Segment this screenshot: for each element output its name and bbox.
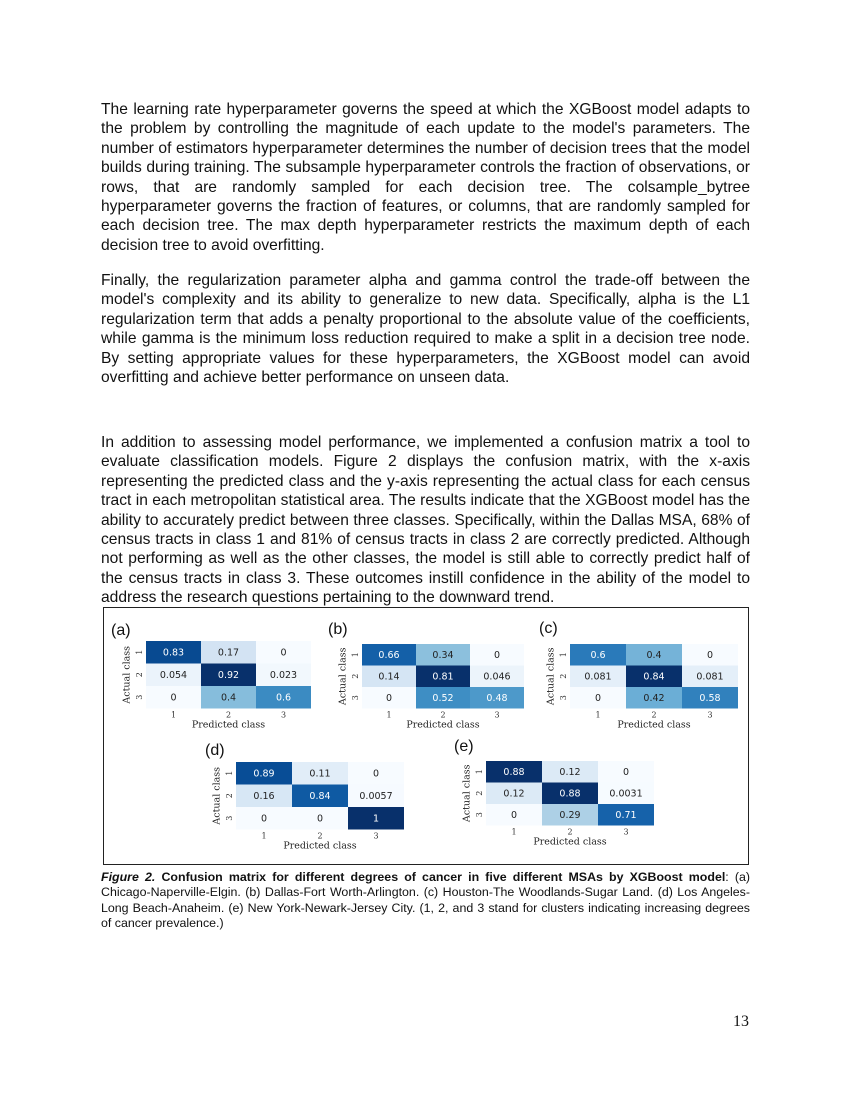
cell-label-r1-c3: 0 [372, 768, 380, 780]
cell-label-r3-c2: 0.4 [220, 692, 237, 704]
paragraph-regularization: Finally, the regularization parameter alpha and gamma control the trade-off between the model's complexity and its ability to generalize to new data. Specifically, alpha is the L1 regularization term that adds a penalty proportional to the absolute value of the coefficients, while gamma is the minimum loss reduction required to make a split in a decision tree node. By setting appropriate values for these hyperparameters, the XGBoost model can avoid overfitting and achieve better performance on unseen data. [101, 272, 750, 387]
cell-label-r3-c3: 0.58 [699, 693, 721, 705]
y-tick-1: 1 [351, 652, 360, 658]
cell-label-r1-c3: 0 [706, 650, 714, 662]
x-tick-1: 1 [511, 827, 517, 837]
cell-label-r3-c2: 0 [316, 813, 324, 825]
paragraph-confusion-matrix: In addition to assessing model performance, we implemented a confusion matrix a tool to evaluate classification models. Figure 2 displays the confusion matrix, with the x-axis representing the predicted class and the y-axis representing the actual class for each census tract in each metropolitan statistical area. The results indicate that the XGBoost model has the ability to accurately predict between three classes. Specifically, within the Dallas MSA, 68% of census tracts in class 1 and 81% of census tracts in class 2 are correctly predicted. Although not performing as well as the other classes, the model is still able to correctly predict half of the census tracts in class 3. These outcomes instill confidence in the ability of the model to address the research questions pertaining to the downward trend. [101, 434, 750, 607]
panel-label-b: (b) [328, 621, 348, 638]
y-tick-2: 2 [475, 790, 484, 796]
cell-label-r2-c3: 0.081 [696, 671, 724, 683]
y-axis-title: Actual class [461, 764, 473, 823]
cell-label-r1-c3: 0 [622, 767, 630, 779]
cell-label-r3-c2: 0.29 [559, 810, 581, 822]
cell-label-r1-c1: 0.83 [162, 647, 185, 659]
x-axis-title: Predicted class [406, 719, 480, 731]
x-tick-3: 3 [623, 827, 629, 837]
x-tick-3: 3 [707, 710, 713, 720]
confusion-matrix-e [460, 761, 658, 850]
cell-label-r2-c3: 0.023 [269, 670, 298, 682]
x-tick-2: 2 [440, 710, 446, 720]
cell-label-r1-c1: 0.89 [253, 768, 275, 780]
caption-title: Confusion matrix for different degrees of cancer in five different MSAs by XGBoost model [161, 870, 726, 884]
cell-label-r2-c3: 0.0057 [359, 791, 393, 803]
x-tick-2: 2 [225, 710, 232, 720]
cell-label-r1-c1: 0.6 [590, 650, 606, 662]
x-tick-3: 3 [373, 831, 379, 841]
x-tick-2: 2 [651, 710, 657, 720]
y-tick-3: 3 [351, 695, 360, 701]
cell-label-r1-c3: 0 [280, 647, 287, 659]
confusion-matrix-b [336, 644, 528, 733]
cell-label-r1-c3: 0 [493, 650, 501, 662]
cell-label-r3-c1: 0 [594, 693, 602, 705]
y-tick-1: 1 [225, 770, 234, 776]
cell-label-r2-c2: 0.84 [309, 791, 331, 803]
panel-label-c: (c) [539, 620, 558, 637]
caption-label: Figure 2. [101, 870, 156, 884]
cell-label-r3-c3: 0.6 [275, 692, 292, 704]
x-tick-3: 3 [494, 710, 500, 720]
x-tick-1: 1 [170, 710, 177, 720]
cell-label-r2-c3: 0.046 [483, 671, 511, 683]
cell-label-r2-c3: 0.0031 [609, 788, 643, 800]
cell-label-r2-c2: 0.84 [643, 671, 665, 683]
y-axis-title: Actual class [545, 647, 557, 706]
y-tick-3: 3 [135, 694, 144, 700]
confusion-matrix-d [210, 762, 408, 854]
x-axis-title: Predicted class [533, 836, 607, 848]
paragraph-hyperparameters: The learning rate hyperparameter governs the speed at which the XGBoost model adapts to the problem by controlling the magnitude of each update to the model's parameters. The number of estimators hyperparameter determines the number of decision trees that the model builds during training. The subsample hyperparameter controls the fraction of observations, or rows, that are randomly sampled for each decision tree. The colsample_bytree hyperparameter governs the fraction of features, or columns, that are randomly sampled for each decision tree. The max depth hyperparameter restricts the maximum depth of each decision tree to avoid overfitting. [101, 101, 750, 254]
y-tick-3: 3 [559, 695, 568, 701]
panel-label-a: (a) [111, 622, 131, 639]
panel-label-d: (d) [205, 742, 225, 759]
y-axis-title: Actual class [337, 647, 349, 706]
x-tick-2: 2 [567, 827, 573, 837]
cell-label-r3-c1: 0 [170, 692, 177, 704]
y-tick-1: 1 [475, 769, 484, 775]
cell-label-r2-c2: 0.88 [559, 788, 581, 800]
cell-label-r1-c1: 0.88 [503, 767, 525, 779]
cell-label-r2-c1: 0.16 [253, 791, 275, 803]
cell-label-r1-c2: 0.17 [217, 647, 240, 659]
y-tick-1: 1 [135, 649, 144, 655]
cell-label-r3-c1: 0 [385, 693, 393, 705]
cell-label-r3-c3: 1 [372, 813, 380, 825]
y-tick-3: 3 [475, 812, 484, 818]
cell-label-r1-c2: 0.11 [309, 768, 331, 780]
confusion-matrix-c [544, 644, 742, 733]
confusion-matrix-a [120, 641, 315, 733]
caption-text: : (a) Chicago-Naperville-Elgin. (b) Dallas-Fort Worth-Arlington. (c) Houston-The Woodlands-Sugar Land. (d) Los Angeles-Long Beach-Anaheim. (e) New York-Newark-Jersey City. (1, 2, and 3 stand for clusters indicating increasing degrees of cancer prevalence.) [101, 870, 751, 931]
cell-label-r2-c1: 0.054 [159, 670, 188, 682]
x-tick-1: 1 [595, 710, 601, 720]
cell-label-r3-c1: 0 [260, 813, 268, 825]
cell-label-r1-c1: 0.66 [378, 650, 400, 662]
cell-label-r3-c3: 0.71 [615, 810, 637, 822]
cell-label-r3-c2: 0.42 [643, 693, 665, 705]
cell-label-r2-c2: 0.81 [432, 671, 454, 683]
cell-label-r3-c1: 0 [510, 810, 518, 822]
y-tick-2: 2 [135, 672, 144, 678]
cell-label-r3-c2: 0.52 [432, 693, 454, 705]
x-tick-3: 3 [280, 710, 287, 720]
cell-label-r2-c1: 0.081 [584, 671, 612, 683]
figure-caption [101, 870, 750, 932]
x-tick-2: 2 [317, 831, 323, 841]
y-tick-1: 1 [559, 652, 568, 658]
panel-label-e: (e) [454, 738, 474, 755]
y-axis-title: Actual class [211, 766, 223, 825]
x-axis-title: Predicted class [617, 719, 691, 731]
cell-label-r1-c2: 0.12 [559, 767, 581, 779]
y-axis-title: Actual class [121, 645, 133, 704]
x-tick-1: 1 [386, 710, 392, 720]
cell-label-r1-c2: 0.34 [432, 650, 454, 662]
cell-label-r2-c2: 0.92 [217, 670, 240, 682]
cell-label-r2-c1: 0.14 [378, 671, 400, 683]
y-tick-2: 2 [351, 673, 360, 679]
y-tick-2: 2 [225, 793, 234, 799]
x-tick-1: 1 [261, 831, 267, 841]
page-number: 13 [733, 1013, 749, 1030]
x-axis-title: Predicted class [191, 719, 266, 731]
cell-label-r3-c3: 0.48 [486, 693, 508, 705]
cell-label-r2-c1: 0.12 [503, 788, 525, 800]
y-tick-2: 2 [559, 673, 568, 679]
y-tick-3: 3 [225, 815, 234, 821]
cell-label-r1-c2: 0.4 [646, 650, 662, 662]
x-axis-title: Predicted class [283, 840, 357, 852]
